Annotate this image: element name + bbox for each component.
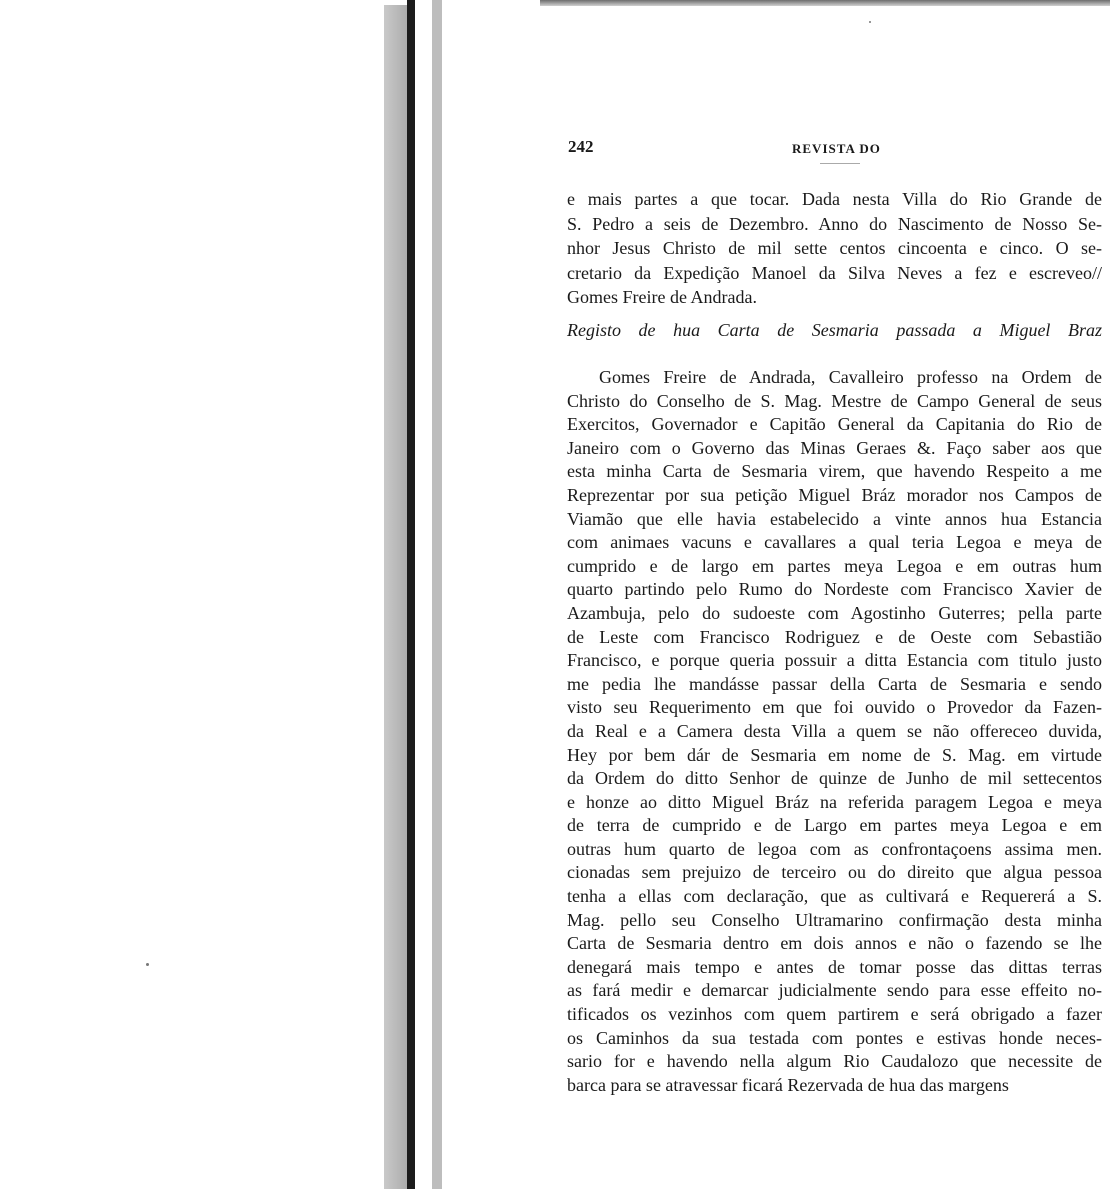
text-line: esta minha Carta de Sesmaria virem, que havendo Respeito a me — [567, 461, 1102, 482]
text-line: Mag. pello seu Conselho Ultramarino confirmação desta minha — [567, 909, 1102, 930]
text-line: Azambuja, pelo do sudoeste com Agostinho Guterres; pella parte — [567, 602, 1102, 623]
text-line: de terra de cumprido e de Largo em partes meya Legoa e em — [567, 815, 1102, 836]
page-edge-shadow — [432, 0, 442, 1189]
section-heading: Registo de hua Carta de Sesmaria passada a Miguel Braz — [567, 320, 1102, 340]
text-line: barca para se atravessar ficará Rezervada de hua das margens — [567, 1074, 1009, 1095]
text-line: e honze ao ditto Miguel Bráz na referida paragem Legoa e meya — [567, 791, 1102, 812]
text-line: nhor Jesus Christo de mil sette centos cincoenta e cinco. O se- — [567, 238, 1102, 258]
text-line: Exercitos, Governador e Capitão General da Capitania do Rio de — [567, 414, 1102, 435]
text-line: com animaes vacuns e cavallares a qual teria Legoa e meya de — [567, 532, 1102, 553]
text-line: Francisco, e porque queria possuir a ditta Estancia com titulo justo — [567, 650, 1102, 671]
text-line: tenha a ellas com declaração, que as cultivará e Requererá a S. — [567, 886, 1102, 907]
text-line: de Leste com Francisco Rodriguez e de Oeste com Sebastião — [567, 626, 1102, 647]
text-line: Carta de Sesmaria dentro em dois annos e não o fazendo se lhe — [567, 933, 1102, 954]
text-line: cretario da Expedição Manoel da Silva Neves a fez e escreveo// — [567, 262, 1102, 283]
page-number: 242 — [568, 137, 594, 156]
text-line: as fará medir e demarcar judicialmente sendo para esse effeito no- — [567, 980, 1102, 1001]
text-line: Viamão que elle havia estabelecido a vinte annos hua Estancia — [567, 508, 1102, 529]
text-line: visto seu Requerimento em que foi ouvido o Provedor da Fazen- — [567, 697, 1102, 718]
text-line: denegará mais tempo e antes de tomar posse das dittas terras — [567, 956, 1102, 977]
text-line: e mais partes a que tocar. Dada nesta Villa do Rio Grande de — [567, 189, 1102, 209]
text-line: cumprido e de largo em partes meya Legoa e em outras hum — [567, 555, 1102, 576]
text-line: Christo do Conselho de S. Mag. Mestre de Campo General de seus — [567, 390, 1102, 411]
text-line: sario for e havendo nella algum Rio Caudalozo que necessite de — [567, 1051, 1102, 1072]
paragraph-1 — [567, 187, 1102, 310]
text-line: quarto partindo pelo Rumo do Nordeste com Francisco Xavier de — [567, 579, 1102, 600]
header-rule — [820, 163, 860, 164]
text-line: me pedia lhe mandásse passar della Carta de Sesmaria e sendo — [567, 673, 1102, 694]
text-line: os Caminhos da sua testada com pontes e estivas honde neces- — [567, 1027, 1102, 1048]
text-line: tificados os vezinhos com quem partirem e será obrigado a fazer — [567, 1004, 1102, 1025]
text-line: Hey por bem dár de Sesmaria em nome de S. Mag. em virtude — [567, 744, 1102, 765]
text-line: Reprezentar por sua petição Miguel Bráz morador nos Campos de — [567, 484, 1102, 505]
text-line: S. Pedro a seis de Dezembro. Anno do Nascimento de Nosso Se- — [567, 213, 1102, 234]
text-line: Gomes Freire de Andrada. — [567, 287, 757, 307]
page-top-edge — [540, 0, 1110, 6]
paragraph-2 — [567, 366, 1102, 1097]
running-title: REVISTA DO — [792, 141, 881, 156]
text-line: Gomes Freire de Andrada, Cavalleiro professo na Ordem de — [599, 367, 1102, 387]
scan-speck — [146, 963, 149, 966]
text-line: outras hum quarto de legoa com as confrontaçoens assima men. — [567, 838, 1102, 859]
text-line: da Ordem do ditto Senhor de quinze de Junho de mil settecentos — [567, 768, 1102, 789]
text-line: cionadas sem prejuizo de terceiro ou do direito que algua pessoa — [567, 862, 1102, 883]
book-gutter-line — [407, 0, 415, 1189]
text-line: da Real e a Camera desta Villa a quem se não offereceo duvida, — [567, 720, 1102, 741]
text-line: Janeiro com o Governo das Minas Geraes &. Faço saber aos que — [567, 437, 1102, 458]
scan-speck — [869, 21, 871, 23]
